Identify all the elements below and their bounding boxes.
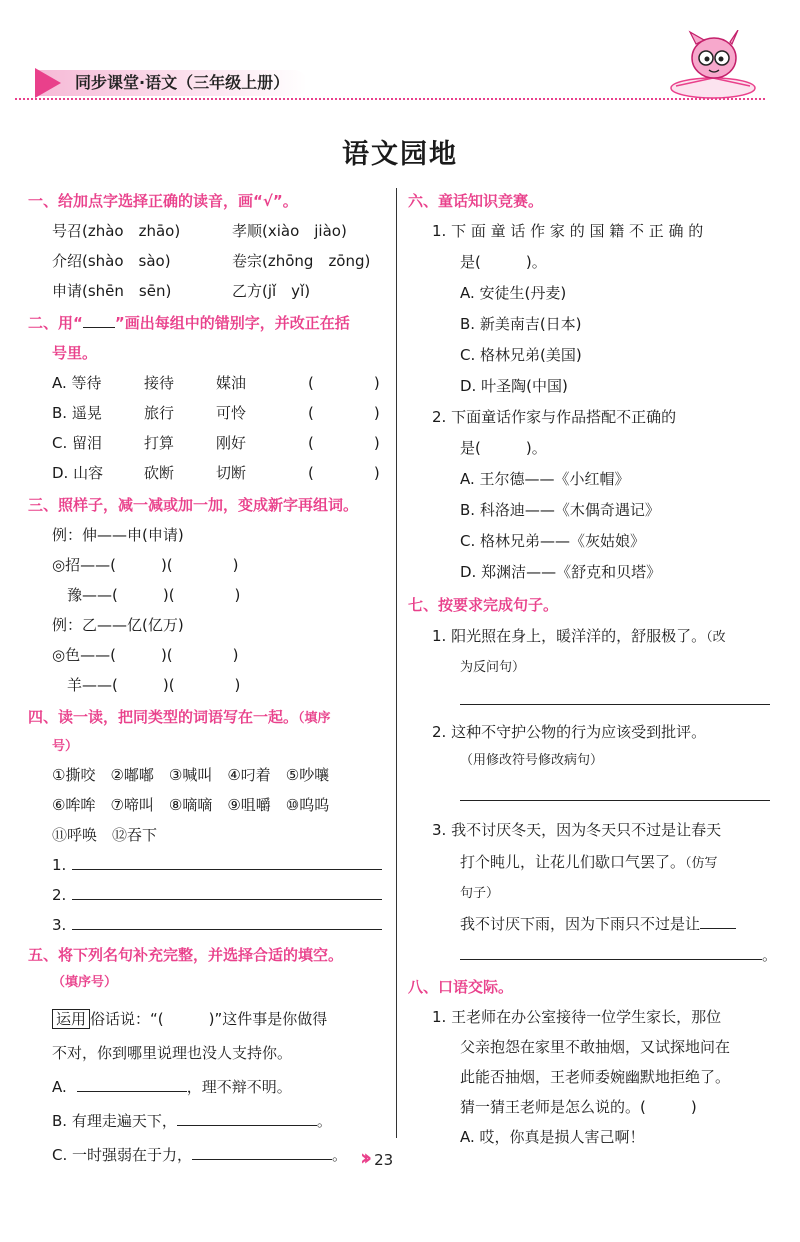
section-2-title <box>28 308 390 338</box>
q7-3-note-cont: 句子） <box>460 886 500 901</box>
answer-line[interactable] <box>177 1125 317 1126</box>
q7-1-note-cont: 为反问句） <box>460 660 526 675</box>
cell: 切断 <box>216 464 247 482</box>
word-list: ⑪呼唤 ⑫吞下 <box>52 826 158 844</box>
q7-1-text: 1. 阳光照在身上，暖洋洋的，舒服极了。 <box>432 627 707 645</box>
option-a-label: A. <box>52 1078 67 1096</box>
section-3-title: 三、照样子，减一减或加一加，变成新字再组词。 <box>28 496 359 514</box>
section-7-title: 七、按要求完成句子。 <box>408 596 559 614</box>
section-5-para <box>52 1002 390 1036</box>
section-2-title-a: 二、用“ <box>28 314 83 332</box>
option-b-end: 。 <box>316 1112 332 1130</box>
answer-line[interactable] <box>460 959 762 960</box>
section-5-para1: 俗话说：“( )”这件事是你做得 <box>90 1010 328 1028</box>
q8-line: 此能否抽烟，王老师委婉幽默地拒绝了。 <box>460 1068 731 1086</box>
answer-line[interactable] <box>72 899 382 900</box>
option-item: B. 科洛迪——《木偶奇遇记》 <box>460 501 660 519</box>
header-divider <box>15 98 765 100</box>
section-2-title-b: ”画出每组中的错别字，并改正在括 <box>114 314 350 332</box>
section-1-title: 一、给加点字选择正确的读音，画“√”。 <box>28 192 298 210</box>
section-5-para2: 不对，你到哪里说理也没人支持你。 <box>52 1044 293 1062</box>
cell: 刚好 <box>216 434 247 452</box>
section-7-body <box>408 620 778 970</box>
q7-2-text: 2. 这种不守护公物的行为应该受到批评。 <box>432 723 707 741</box>
option-item: D. 郑渊洁——《舒克和贝塔》 <box>460 563 662 581</box>
cell: 旅行 <box>144 404 175 422</box>
section-6-title: 六、童话知识竞赛。 <box>408 192 544 210</box>
cell: 砍断 <box>144 464 175 482</box>
option-a-text: ，理不辩不明。 <box>186 1078 292 1096</box>
answer-row <box>432 774 770 814</box>
q7-3-text: 3. 我不讨厌冬天，因为冬天只不过是让春天 <box>432 821 722 839</box>
option-c <box>52 1138 390 1172</box>
left-column <box>28 186 390 1172</box>
cell: 可怜 <box>216 404 247 422</box>
example-line: 例：乙——亿(亿万) <box>52 616 184 634</box>
section-5-title: 五、将下列名句补充完整，并选择合适的填空。 <box>28 946 344 964</box>
section-4-note: （填序 <box>298 711 331 726</box>
answer-line[interactable] <box>77 1091 187 1092</box>
option-item: A. 安徒生(丹麦) <box>460 284 567 302</box>
question-2-answer[interactable]: 是( )。 <box>460 439 547 457</box>
answer-bracket[interactable]: ( ) <box>308 404 380 422</box>
double-chevron-icon: ›› <box>360 1146 367 1171</box>
section-4-title-text: 四、读一读，把同类型的词语写在一起。 <box>28 708 299 726</box>
section-8-title: 八、口语交际。 <box>408 978 514 996</box>
answer-row <box>432 682 770 716</box>
answer-row <box>52 850 390 880</box>
answer-line[interactable] <box>192 1159 332 1160</box>
cell: 打算 <box>144 434 175 452</box>
answer-line[interactable] <box>72 869 382 870</box>
page-footer <box>360 1146 393 1171</box>
pinyin-item: 介绍(shào sào) <box>52 252 171 270</box>
cell: D. 山容 <box>52 464 104 482</box>
q7-3-text-b: 打个盹儿，让花儿们歇口气罢了。 <box>460 853 686 871</box>
exercise-line[interactable]: ◎色——( )( ) <box>52 646 239 664</box>
usage-label: 运用 <box>52 1009 90 1029</box>
q7-3-note: （仿写 <box>685 856 718 871</box>
q8-answer[interactable]: 猜一猜王老师是怎么说的。( ) <box>460 1098 697 1116</box>
header-title: 同步课堂·语文（三年级上册） <box>35 70 307 96</box>
list-item <box>52 276 390 306</box>
option-a <box>52 1070 390 1104</box>
q7-3-fill <box>432 908 770 940</box>
section-6-body <box>408 216 770 588</box>
q7-3-fill-cont <box>432 940 778 970</box>
word-list: ①撕咬 ②嘟嘟 ③喊叫 ④叼着 ⑤吵嚷 <box>52 766 330 784</box>
section-5-body <box>28 1002 390 1172</box>
table-row <box>52 428 390 458</box>
answer-number: 3. <box>52 916 67 934</box>
section-4-words <box>28 760 390 940</box>
answer-bracket[interactable]: ( ) <box>308 374 380 392</box>
cell: B. 遥晃 <box>52 404 102 422</box>
q7-3-prompt: 我不讨厌下雨，因为下雨只不过是让 <box>460 915 701 933</box>
table-row <box>52 458 390 488</box>
exercise-line[interactable]: ◎招——( )( ) <box>52 556 239 574</box>
answer-line[interactable] <box>700 928 736 929</box>
q7-3-text-cont <box>432 846 770 880</box>
q7-1 <box>432 620 770 654</box>
pinyin-item: 乙方(jǐ yǐ) <box>232 282 311 300</box>
answer-bracket[interactable]: ( ) <box>308 464 380 482</box>
q7-2-note: （用修改符号修改病句） <box>460 753 604 768</box>
answer-bracket[interactable]: ( ) <box>308 434 380 452</box>
section-3-lines <box>28 520 390 700</box>
section-2-rows <box>28 368 390 488</box>
q8-line: 1. 王老师在办公室接待一位学生家长，那位 <box>432 1008 722 1026</box>
answer-number: 2. <box>52 886 67 904</box>
cell: A. 等待 <box>52 374 102 392</box>
option-item: A. 王尔德——《小红帽》 <box>460 470 630 488</box>
q7-3-end: 。 <box>762 946 778 964</box>
page-title: 语文园地 <box>342 139 458 170</box>
option-item: D. 叶圣陶(中国) <box>460 377 568 395</box>
pinyin-item: 孝顺(xiào jiào) <box>232 222 347 240</box>
option-c-end: 。 <box>332 1146 348 1164</box>
section-4-note-cont: 号） <box>52 739 79 754</box>
section-1-items <box>28 216 390 306</box>
option-b-text: B. 有理走遍天下， <box>52 1112 177 1130</box>
pinyin-item: 申请(shēn sēn) <box>52 282 172 300</box>
exercise-line[interactable]: 豫——( )( ) <box>52 586 241 604</box>
underline-mark <box>83 327 115 328</box>
cell: 接待 <box>144 374 175 392</box>
option-b <box>52 1104 390 1138</box>
section-4-title <box>28 702 390 734</box>
option-item: C. 格林兄弟——《灰姑娘》 <box>460 532 646 550</box>
cell: C. 留泪 <box>52 434 103 452</box>
right-column <box>408 186 778 1152</box>
q8-line: 父亲抱怨在家里不敢抽烟，又试探地问在 <box>460 1038 731 1056</box>
table-row <box>52 368 390 398</box>
section-8-body <box>408 1002 770 1152</box>
section-2-title-cont: 号里。 <box>52 344 98 362</box>
word-list: ⑥哞哞 ⑦啼叫 ⑧嘀嘀 ⑨咀嚼 ⑩呜呜 <box>52 796 330 814</box>
question-2: 2. 下面童话作家与作品搭配不正确的 <box>432 408 677 426</box>
pinyin-item: 卷宗(zhōng zōng) <box>232 252 371 270</box>
answer-row <box>52 880 390 910</box>
pinyin-item: 号召(zhào zhāo) <box>52 222 181 240</box>
list-item <box>52 246 390 276</box>
option-item: A. 哎，你真是损人害己啊！ <box>460 1128 645 1146</box>
answer-line[interactable] <box>72 929 382 930</box>
list-item <box>52 216 390 246</box>
exercise-line[interactable]: 羊——( )( ) <box>52 676 241 694</box>
question-1-answer[interactable]: 是( )。 <box>460 253 547 271</box>
option-item: C. 格林兄弟(美国) <box>460 346 582 364</box>
mascot-book-icon <box>668 30 758 100</box>
answer-line[interactable] <box>460 800 770 801</box>
cell: 媒油 <box>216 374 247 392</box>
table-row <box>52 398 390 428</box>
example-line: 例：伸——申(申请) <box>52 526 184 544</box>
answer-line[interactable] <box>460 704 770 705</box>
header-arrow-icon <box>35 68 61 98</box>
q7-1-note: （改 <box>706 630 726 645</box>
page-number: 23 <box>374 1151 394 1169</box>
question-1: 1. 下 面 童 话 作 家 的 国 籍 不 正 确 的 <box>432 222 704 240</box>
section-5-note: （填序号） <box>52 975 118 990</box>
option-c-text: C. 一时强弱在于力， <box>52 1146 193 1164</box>
answer-row <box>52 910 390 940</box>
option-item: B. 新美南吉(日本) <box>460 315 582 333</box>
answer-number: 1. <box>52 856 67 874</box>
column-divider <box>396 188 397 1138</box>
